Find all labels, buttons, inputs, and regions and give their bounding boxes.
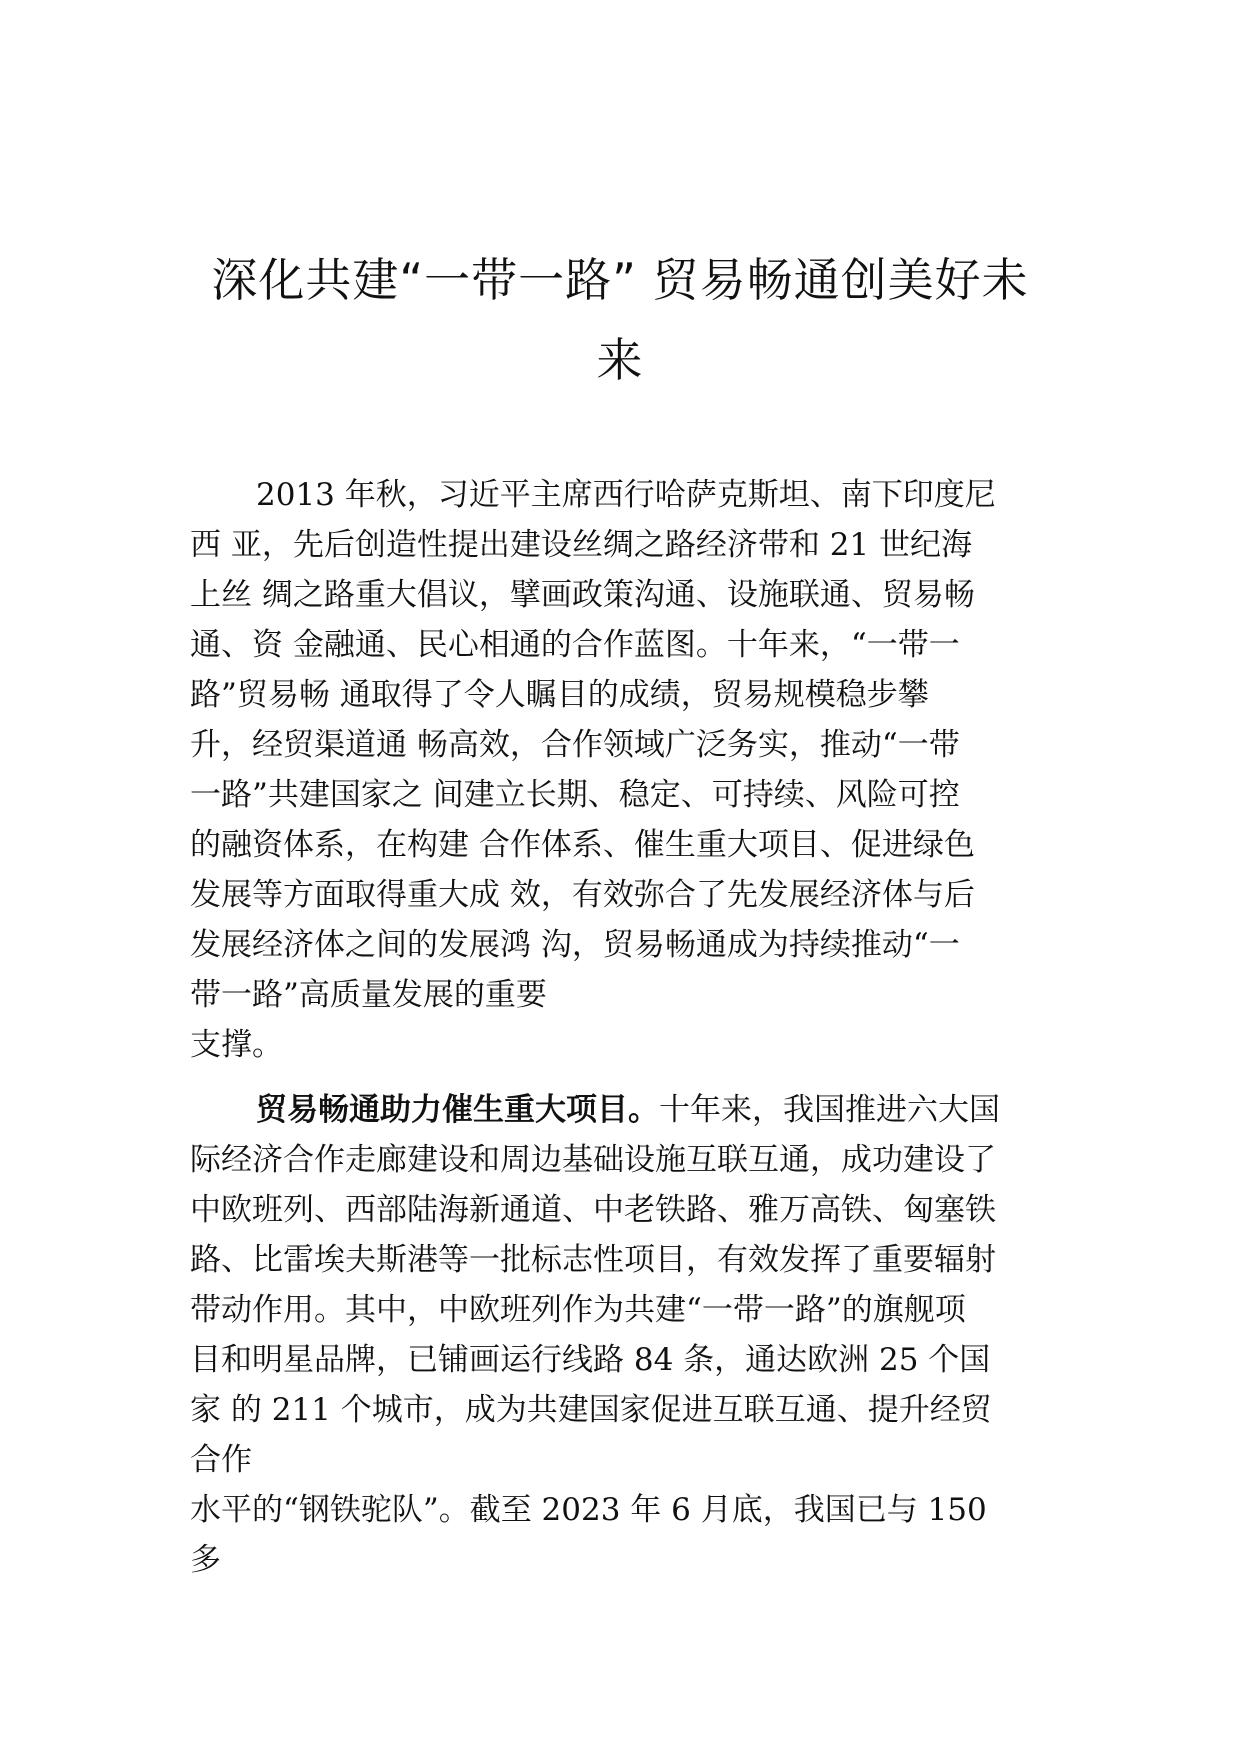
paragraph-line: 上丝 绸之路重大倡议，擘画政策沟通、设施联通、贸易畅: [190, 577, 975, 613]
document-title: [190, 240, 1050, 400]
paragraph-line: 中欧班列、西部陆海新通道、中老铁路、雅万高铁、匈塞铁: [190, 1192, 996, 1228]
paragraph-line: 一路”共建国家之 间建立长期、稳定、可持续、风险可控: [190, 777, 960, 813]
paragraph-line: 2013 年秋，习近平主席西行哈萨克斯坦、南下印度尼: [256, 477, 996, 513]
paragraph-line: 西 亚，先后创造性提出建设丝绸之路经济带和 21 世纪海: [190, 527, 973, 563]
paragraph-line: 带一路”高质量发展的重要: [190, 977, 547, 1013]
paragraph-line: 多: [190, 1542, 221, 1578]
paragraph-line: 发展等方面取得重大成 效，有效弥合了先发展经济体与后: [190, 877, 975, 913]
paragraph-line: 合作: [190, 1442, 252, 1478]
paragraph-line: 路、比雷埃夫斯港等一批标志性项目，有效发挥了重要辐射: [190, 1242, 996, 1278]
paragraph-line: 支撑。: [190, 1027, 283, 1063]
paragraph-lead-heading: 贸易畅通助力催生重大项目。: [256, 1092, 659, 1128]
title-line: 深化共建“一带一路” 贸易畅通创美好未: [211, 253, 1029, 307]
paragraph-line: 际经济合作走廊建设和周边基础设施互联互通，成功建设了: [190, 1142, 996, 1178]
paragraph-first-line: [190, 1085, 1050, 1135]
paragraph-line: 发展经济体之间的发展鸿 沟，贸易畅通成为持续推动“一: [190, 927, 960, 963]
title-line: 来: [596, 333, 644, 387]
paragraph-line: 目和明星品牌，已铺画运行线路 84 条，通达欧洲 25 个国: [190, 1342, 991, 1378]
paragraph-two: [190, 1085, 1050, 1585]
paragraph-line-text: 十年来，我国推进六大国: [659, 1092, 1000, 1128]
paragraph-line: 带动作用。其中，中欧班列作为共建“一带一路”的旗舰项: [190, 1292, 966, 1328]
paragraph-line: 家 的 211 个城市，成为共建国家促进互联互通、提升经贸: [190, 1392, 992, 1428]
paragraph-line: 的融资体系，在构建 合作体系、催生重大项目、促进绿色: [190, 827, 975, 863]
paragraph-line: 路”贸易畅 通取得了令人瞩目的成绩，贸易规模稳步攀: [190, 677, 929, 713]
paragraph-line: 水平的“钢铁驼队”。截至 2023 年 6 月底，我国已与 150: [190, 1492, 987, 1528]
paragraph-line: 通、资 金融通、民心相通的合作蓝图。十年来，“一带一: [190, 627, 960, 663]
paragraph-line: 升，经贸渠道通 畅高效，合作领域广泛务实，推动“一带: [190, 727, 960, 763]
paragraph-one: [190, 470, 1050, 1070]
